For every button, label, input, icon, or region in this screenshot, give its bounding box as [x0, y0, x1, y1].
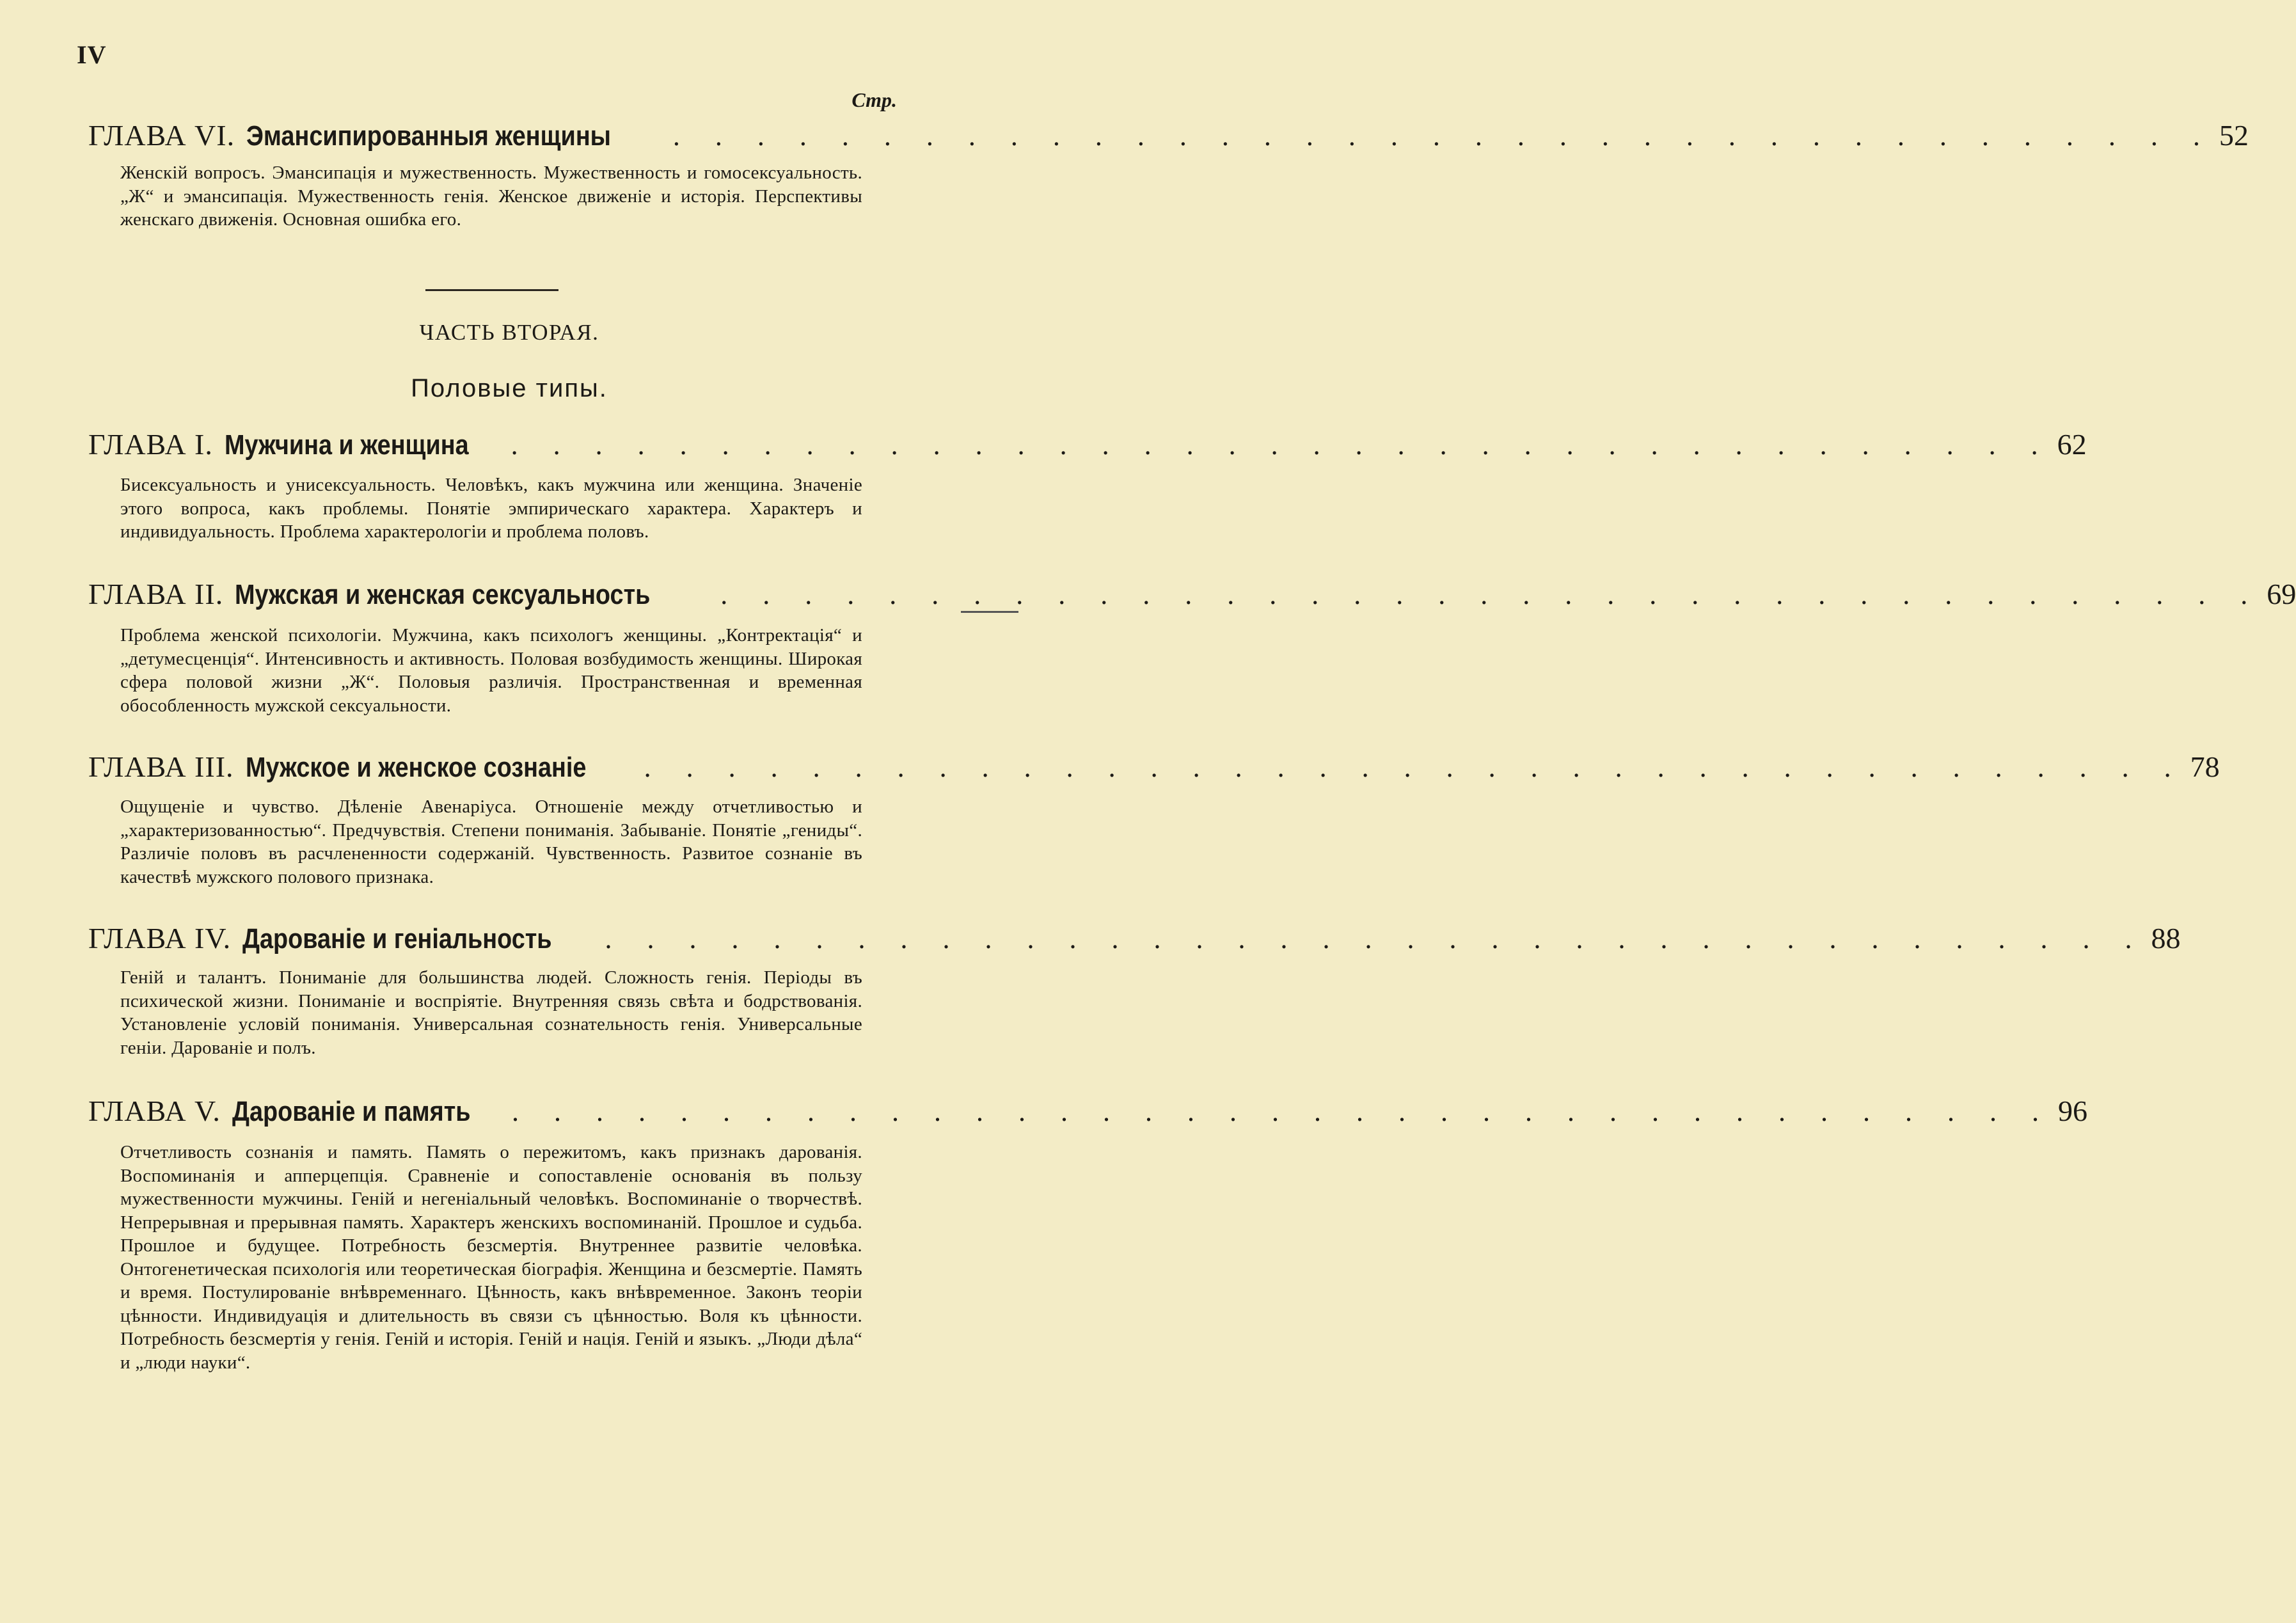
- toc-entry-heading: [88, 577, 2296, 615]
- toc-entry-heading: [88, 118, 2249, 157]
- chapter-title: Мужчина и женщина: [224, 429, 469, 461]
- chapter-page: 88: [2151, 922, 2181, 954]
- page-edge-mark: [961, 611, 1018, 613]
- leader-dots: . . . . . . . . . . . . . . . . . . . . . . . . . . . . . . . . . . . . .: [644, 752, 2185, 783]
- chapter-label: ГЛАВА III.: [88, 750, 234, 783]
- chapter-title: Мужская и женская сексуальность: [235, 579, 651, 610]
- chapter-page: 96: [2058, 1095, 2088, 1127]
- chapter-page: 62: [2057, 428, 2087, 461]
- chapter-label: ГЛАВА I.: [88, 428, 213, 461]
- toc-entry-heading: [88, 750, 2220, 788]
- chapter-page: 69: [2267, 578, 2296, 610]
- chapter-summary: Отчетливость сознанія и память. Память о пережитомъ, какъ признакъ дарованія. Воспоминанія и апперцепція. Сравненіе и сопоставленіе основанія въ пользу мужественности мужчины. Геній и негеніальный человѣкъ. Воспоминаніе о творчествѣ. Непрерывная и прерывная память. Характеръ женскихъ воспоминаній. Прошлое и судьба. Прошлое и будущее. Потребность безсмертія. Внутреннее развитіе человѣка. Онтогенетическая психологія или теоретическая біографія. Женщина и безсмертіе. Память и время. Постулированіе внѣвременнаго. Цѣнность, какъ внѣвременное. Законъ теоріи цѣнности. Индивидуація и длительность въ связи съ цѣнностью. Воля къ цѣнности. Потребность безсмертія у генія. Геній и исторія. Геній и нація. Геній и языкъ. „Люди дѣла“ и „люди науки“.: [120, 1142, 862, 1373]
- chapter-summary: Женскій вопросъ. Эмансипація и мужественность. Мужественность и гомосексуальность. „Ж“ и эмансипація. Мужественность генія. Женское движеніе и исторія. Перспективы женскаго движенія. Основная ошибка его.: [120, 162, 862, 230]
- section-title: Половые типы.: [411, 374, 608, 402]
- leader-dots: . . . . . . . . . . . . . . . . . . . . . . . . . . . . . . . . . . . . .: [720, 579, 2262, 610]
- chapter-summary: Проблема женской психологіи. Мужчина, какъ психологъ женщины. „Контректація“ и „детумесценція“. Интенсивность и активность. Половая возбудимость женщины. Широкая сфера половой жизни „Ж“. Половыя различія. Пространственная и временная обособленность мужской сексуальности.: [120, 625, 862, 716]
- chapter-summary: Бисексуальность и унисексуальность. Человѣкъ, какъ мужчина или женщина. Значеніе этого вопроса, какъ проблемы. Понятіе эмпирическаго характера. Характеръ и индивидуальность. Проблема характерологіи и проблема половъ.: [120, 475, 862, 542]
- leader-dots: . . . . . . . . . . . . . . . . . . . . . . . . . . . . . . . . . . . . .: [512, 1096, 2054, 1127]
- leader-dots: . . . . . . . . . . . . . . . . . . . . . . . . . . . . . . . . . . . . .: [511, 429, 2052, 461]
- page-number: IV: [77, 40, 107, 69]
- chapter-page: 78: [2190, 750, 2220, 783]
- divider-rule: [425, 289, 558, 291]
- chapter-summary: Ощущеніе и чувство. Дѣленіе Авенаріуса. Отношеніе между отчетливостью и „характеризованностью“. Предчувствія. Степени пониманія. Забываніе. Понятіе „гениды“. Различіе половъ въ расчлененности содержаній. Чувственность. Развитое сознаніе въ качествѣ мужского полового признака.: [120, 796, 862, 887]
- chapter-title: Эмансипированныя женщины: [246, 120, 612, 152]
- page-column-label: Стр.: [851, 88, 897, 111]
- toc-entry-heading: [88, 427, 2087, 466]
- chapter-label: ГЛАВА IV.: [88, 922, 232, 954]
- chapter-label: ГЛАВА VI.: [88, 119, 235, 152]
- chapter-title: Мужское и женское сознаніе: [245, 752, 586, 783]
- chapter-title: Дарованіе и память: [232, 1096, 471, 1127]
- chapter-label: ГЛАВА II.: [88, 578, 224, 610]
- toc-entry-heading: [88, 1094, 2088, 1132]
- chapter-title: Дарованіе и геніальность: [242, 923, 552, 954]
- toc-entry-heading: [88, 921, 2181, 960]
- chapter-summary: Геній и талантъ. Пониманіе для большинства людей. Сложность генія. Періоды въ психической жизни. Пониманіе и воспріятіе. Внутренняя связь свѣта и бодрствованія. Установленіе условій пониманія. Универсальная сознательность генія. Универсальные геніи. Дарованіе и полъ.: [120, 967, 862, 1058]
- chapter-label: ГЛАВА V.: [88, 1095, 221, 1127]
- part-title: ЧАСТЬ ВТОРАЯ.: [419, 320, 599, 345]
- leader-dots: . . . . . . . . . . . . . . . . . . . . . . . . . . . . . . . . . . . . .: [605, 923, 2146, 954]
- leader-dots: . . . . . . . . . . . . . . . . . . . . . . . . . . . . . . . . . . . . .: [672, 120, 2214, 152]
- chapter-page: 52: [2219, 119, 2249, 152]
